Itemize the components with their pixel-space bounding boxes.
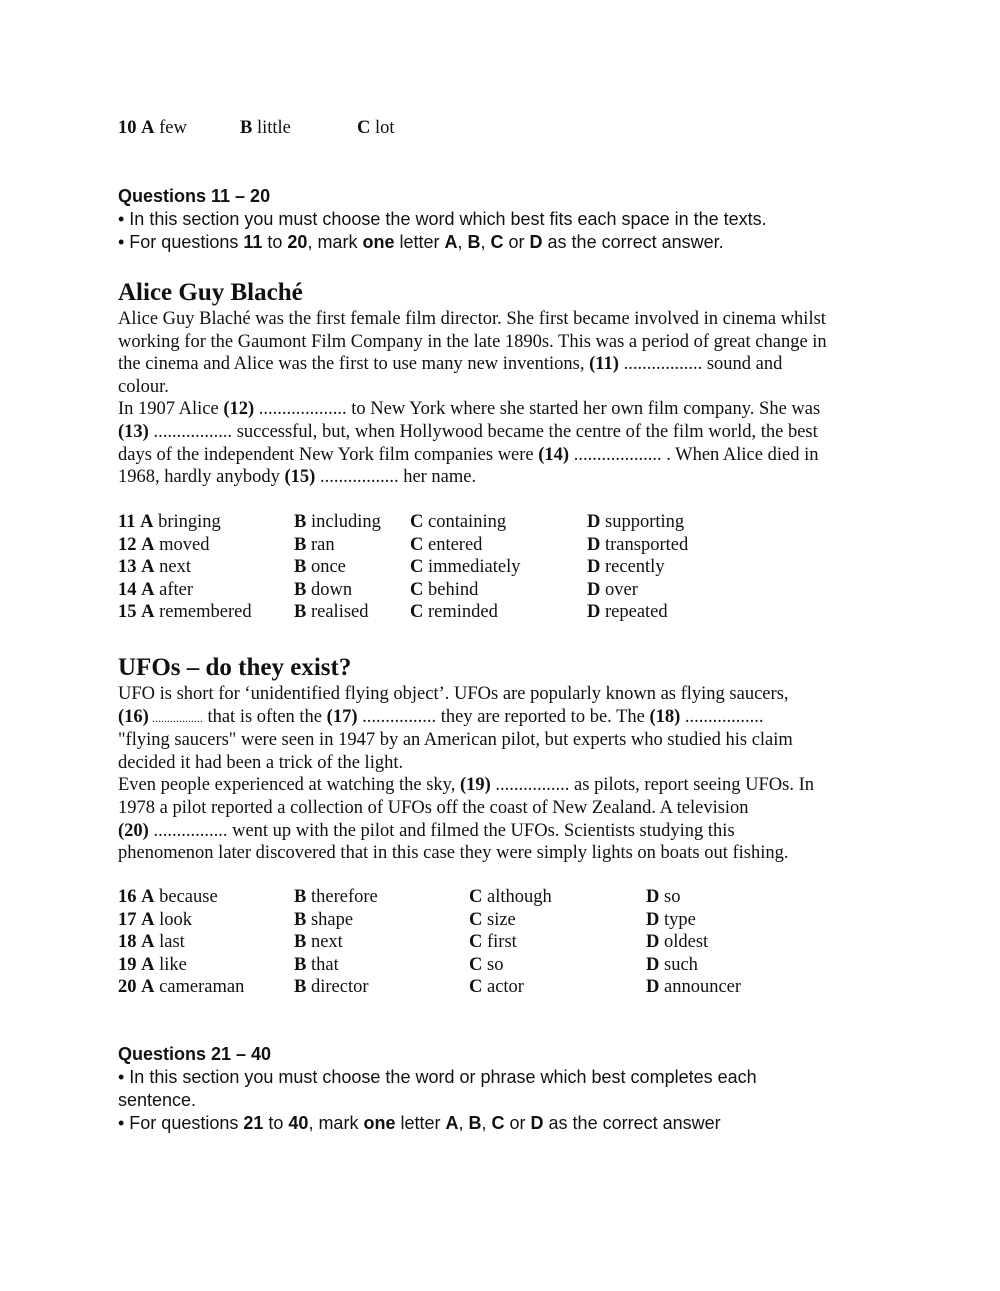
option-a[interactable]: 20 A cameraman: [118, 977, 245, 998]
gap-15: (15): [284, 467, 316, 488]
option-d[interactable]: D type: [646, 909, 696, 930]
q10-number: 10: [118, 118, 137, 138]
option-c[interactable]: C behind: [410, 579, 479, 600]
option-d[interactable]: D recently: [587, 557, 665, 578]
instruction-bullet: • In this section you must choose the word or phrase which best completes each: [118, 1067, 757, 1087]
gap-20: (20): [118, 820, 149, 841]
gap-13: (13): [118, 421, 149, 442]
option-b[interactable]: B shape: [294, 909, 354, 930]
instruction-bullet-continued: sentence.: [118, 1090, 197, 1110]
option-d[interactable]: D repeated: [587, 602, 668, 623]
option-a[interactable]: 15 A remembered: [118, 602, 252, 623]
option-a[interactable]: 19 A like: [118, 954, 187, 975]
text-passage: UFO is short for ‘unidentified flying object’. UFOs are popularly known as flying saucers, (16) ................. that is often the (17) ................ they are reported to be. The (18) ................. "flying saucers" were seen in 1947 by an American pilot, but experts who studied his claim decided it had been a trick of the light. Even people experienced at watching the sky, (19) ................ as pilots, report seeing UFOs. In 1978 a pilot reported a collection of UFOs off the coast of New Zealand. A television (20) ................ went up with the pilot and filmed the UFOs. Scientists studying this phenomenon later discovered that in this case they were simply lights on boats out fishing.: [118, 684, 814, 864]
gap-17: (17): [326, 706, 358, 727]
option-c[interactable]: C reminded: [410, 602, 498, 623]
gap-18: (18): [649, 706, 681, 727]
option-b[interactable]: B including: [294, 512, 381, 532]
option-a[interactable]: 17 A look: [118, 909, 193, 930]
section-instructions-21-40: [118, 1043, 757, 1135]
text-passage: Alice Guy Blaché was the first female film director. She first became involved in cinema whilst working for the Gaumont Film Company in the late 1890s. This was a period of great change in the cinema and Alice was the first to use many new inventions, (11) ................. sound and colour. In 1907 Alice (12) ................... to New York where she started her own film company. She was (13) ................. successful, but, when Hollywood became the centre of the film world, the best days of the independent New York film companies were (14) ................... . When Alice died in 1968, hardly anybody (15) ................. her name.: [118, 309, 827, 488]
option-a[interactable]: 13 A next: [118, 557, 191, 578]
option-b[interactable]: B ran: [294, 534, 335, 555]
option-d[interactable]: D announcer: [646, 977, 742, 998]
option-c[interactable]: C actor: [469, 977, 524, 998]
text-title: Alice Guy Blaché: [118, 279, 303, 306]
option-c[interactable]: C immediately: [410, 557, 521, 578]
option-c[interactable]: C entered: [410, 534, 483, 555]
gap-16: (16): [118, 706, 149, 727]
text-title: UFOs – do they exist?: [118, 654, 352, 681]
q10-option-c[interactable]: C lot: [357, 118, 395, 138]
gap-14: (14): [538, 444, 570, 465]
option-d[interactable]: D such: [646, 954, 698, 975]
option-d[interactable]: D oldest: [646, 932, 709, 953]
option-b[interactable]: B director: [294, 977, 369, 998]
gap-19: (19): [459, 775, 491, 796]
option-b[interactable]: B once: [294, 557, 346, 578]
q10-option-a[interactable]: 10 A few: [118, 118, 187, 138]
option-a[interactable]: 11 A bringing: [118, 512, 221, 532]
option-d[interactable]: D over: [587, 579, 638, 600]
instruction-bullet: • For questions 21 to 40, mark one letter A, B, C or D as the correct answer: [118, 1113, 721, 1133]
option-c[interactable]: C size: [469, 909, 516, 930]
gap-11: (11): [589, 354, 619, 375]
gap-12: (12): [223, 399, 255, 420]
option-c[interactable]: C although: [469, 887, 552, 907]
section-heading: Questions 21 – 40: [118, 1044, 272, 1064]
instruction-bullet: • For questions 11 to 20, mark one letter A, B, C or D as the correct answer.: [118, 232, 724, 252]
option-c[interactable]: C so: [469, 954, 504, 975]
option-b[interactable]: B therefore: [294, 887, 378, 907]
option-a[interactable]: 14 A after: [118, 579, 194, 600]
option-a[interactable]: 12 A moved: [118, 534, 210, 555]
option-b[interactable]: B that: [294, 954, 339, 975]
option-d[interactable]: D supporting: [587, 512, 685, 532]
option-a[interactable]: 16 A because: [118, 887, 218, 907]
option-a[interactable]: 18 A last: [118, 932, 185, 953]
option-b[interactable]: B next: [294, 932, 343, 953]
q10-option-b[interactable]: B little: [240, 118, 291, 138]
option-b[interactable]: B realised: [294, 602, 369, 623]
option-d[interactable]: D transported: [587, 534, 689, 555]
section-heading: Questions 11 – 20: [118, 186, 271, 206]
option-c[interactable]: C first: [469, 932, 517, 953]
option-b[interactable]: B down: [294, 579, 353, 600]
section-instructions-11-20: [118, 185, 767, 254]
instruction-bullet: • In this section you must choose the word which best fits each space in the texts.: [118, 209, 767, 229]
option-c[interactable]: C containing: [410, 512, 507, 532]
option-d[interactable]: D so: [646, 887, 681, 907]
